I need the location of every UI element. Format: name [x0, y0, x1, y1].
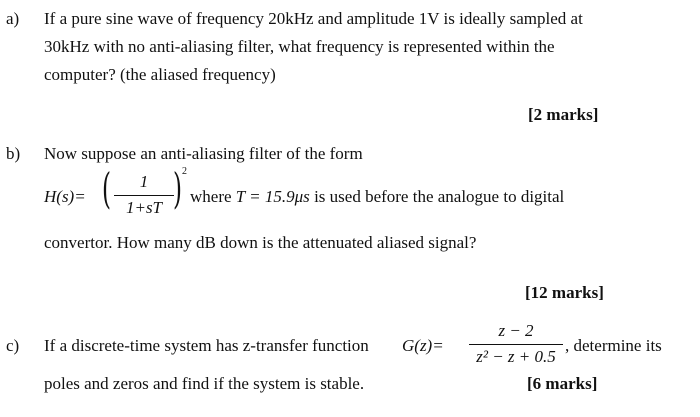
close-paren: ) — [173, 164, 183, 213]
question-a-marks: [2 marks] — [528, 105, 599, 124]
g-fraction-numerator: z − 2 — [498, 321, 534, 340]
h-of-s-label: H(s)= — [44, 187, 86, 206]
question-b-label: b) — [6, 144, 21, 163]
question-c-label: c) — [6, 336, 20, 355]
question-c-line-2: poles and zeros and find if the system is stable. — [44, 374, 365, 393]
question-b-line-2 — [190, 187, 564, 207]
h-fraction-denominator: 1+sT — [125, 198, 163, 217]
g-fraction-bar — [469, 344, 563, 345]
question-b-line-2-rest: is used before the analogue to digital — [309, 187, 565, 206]
question-c-marks: [6 marks] — [527, 374, 598, 393]
where-text: where — [190, 187, 236, 206]
open-paren: ( — [102, 164, 112, 213]
question-a-line-3: computer? (the aliased frequency) — [44, 65, 276, 84]
g-fraction-denominator: z² − z + 0.5 — [476, 347, 556, 366]
question-b-line-3: convertor. How many dB down is the attenuated aliased signal? — [44, 233, 477, 252]
question-c-line-1: If a discrete-time system has z-transfer function — [44, 336, 369, 355]
question-b-marks: [12 marks] — [525, 283, 604, 302]
h-fraction-numerator: 1 — [139, 172, 149, 191]
question-a-line-2: 30kHz with no anti-aliasing filter, what frequency is represented within the — [44, 37, 555, 56]
question-b-line-1: Now suppose an anti-aliasing filter of the form — [44, 144, 363, 163]
h-fraction-bar — [114, 195, 174, 196]
t-value: T = 15.9μs — [235, 187, 310, 206]
h-exponent: 2 — [182, 166, 187, 177]
question-a-line-1: If a pure sine wave of frequency 20kHz and amplitude 1V is ideally sampled at — [44, 9, 583, 28]
question-a-label: a) — [6, 9, 20, 28]
g-of-z-label: G(z)= — [402, 336, 444, 355]
question-c-line-1-tail: , determine its — [565, 336, 662, 355]
